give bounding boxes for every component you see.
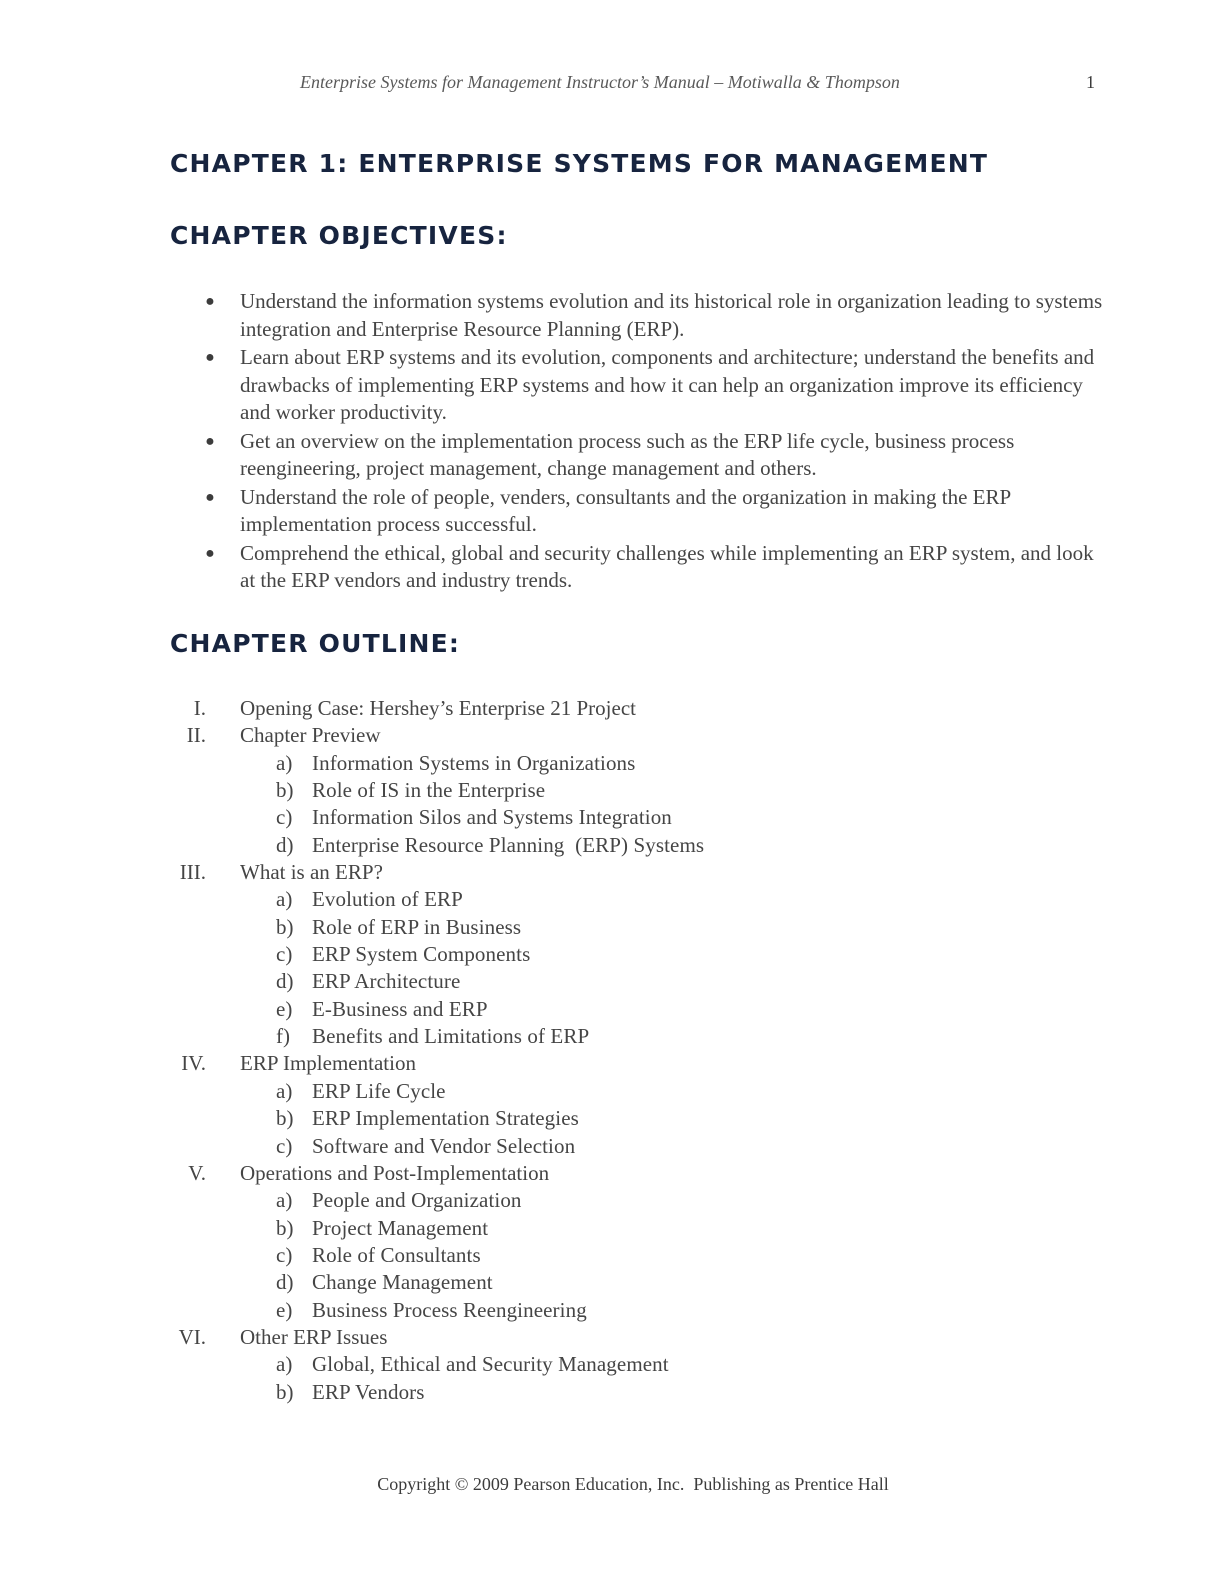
- bullet-icon: ●: [205, 293, 215, 310]
- objective-text: Understand the role of people, venders, consultants and the organization in making the ERP implementation process successful.: [240, 484, 1011, 536]
- subsection-title: Project Management: [312, 1215, 489, 1240]
- bullet-icon: ●: [205, 488, 215, 506]
- section-numeral: IV.: [181, 1051, 206, 1076]
- subsection-letter: c): [276, 1242, 293, 1267]
- subsection-title: Role of IS in the Enterprise: [312, 778, 546, 803]
- objective-text: Get an overview on the implementation process such as the ERP life cycle, business process reengineering, project management, change management and others.: [240, 428, 1015, 480]
- subsection-letter: b): [276, 1379, 294, 1404]
- outline-heading: CHAPTER OUTLINE:: [170, 629, 461, 658]
- outline-section: [0, 1160, 1224, 1187]
- page-number: 1: [1086, 72, 1095, 92]
- bullet-icon: ●: [205, 349, 215, 366]
- objective-text: Comprehend the ethical, global and security challenges while implementing an ERP system, and look at the ERP vendors and industry trends.: [240, 540, 1094, 592]
- section-title: Other ERP Issues: [240, 1324, 388, 1349]
- subsection-letter: d): [276, 832, 294, 857]
- subsection-title: Software and Vendor Selection: [312, 1133, 576, 1158]
- outline-section: [0, 1050, 1224, 1077]
- subsection-title: Business Process Reengineering: [312, 1297, 587, 1322]
- outline-subsection: [0, 1379, 1224, 1406]
- subsection-title: ERP Life Cycle: [312, 1078, 446, 1103]
- subsection-letter: b): [276, 914, 294, 939]
- subsection-title: Evolution of ERP: [312, 887, 463, 912]
- section-title: Chapter Preview: [240, 723, 381, 748]
- section-title: Operations and Post-Implementation: [240, 1160, 550, 1185]
- subsection-title: Role of Consultants: [312, 1242, 481, 1267]
- subsection-letter: c): [276, 942, 293, 967]
- subsection-title: Change Management: [312, 1270, 493, 1295]
- outline-subsection: [0, 777, 1224, 804]
- outline-subsection: [0, 941, 1224, 968]
- section-numeral: II.: [186, 723, 206, 748]
- subsection-title: E-Business and ERP: [312, 996, 488, 1021]
- subsection-letter: c): [276, 805, 293, 830]
- objectives-heading: CHAPTER OBJECTIVES:: [170, 221, 508, 250]
- subsection-letter: c): [276, 1133, 293, 1158]
- section-numeral: I.: [193, 696, 206, 720]
- subsection-letter: d): [276, 969, 294, 994]
- subsection-letter: b): [276, 1106, 294, 1131]
- section-title: Opening Case: Hershey’s Enterprise 21 Project: [240, 696, 636, 720]
- section-title: ERP Implementation: [240, 1051, 416, 1076]
- subsection-letter: e): [276, 1297, 293, 1322]
- objective-item: [205, 428, 1110, 483]
- outline-subsection: [0, 996, 1224, 1023]
- bullet-icon: ●: [205, 432, 215, 450]
- subsection-title: People and Organization: [312, 1188, 522, 1213]
- section-title: What is an ERP?: [240, 860, 383, 885]
- subsection-title: Role of ERP in Business: [312, 914, 522, 939]
- outline-subsection: [0, 1023, 1224, 1050]
- outline-list: [0, 695, 1224, 1406]
- objectives-list: [205, 288, 1110, 596]
- objective-item: [205, 288, 1110, 343]
- objective-item: [205, 540, 1110, 595]
- outline-subsection: [0, 1269, 1224, 1296]
- subsection-letter: b): [276, 778, 294, 803]
- subsection-letter: a): [276, 1078, 293, 1103]
- subsection-letter: e): [276, 996, 293, 1021]
- subsection-title: ERP Vendors: [312, 1379, 425, 1404]
- outline-subsection: [0, 1351, 1224, 1378]
- outline-subsection: [0, 1242, 1224, 1269]
- objective-text: Learn about ERP systems and its evolution, components and architecture; understand the benefits and drawbacks of implementing ERP systems and how it can help an organization improve its efficiency and worker productivity.: [240, 345, 1095, 424]
- outline-subsection: [0, 1215, 1224, 1242]
- subsection-title: ERP System Components: [312, 942, 531, 967]
- subsection-title: Global, Ethical and Security Management: [312, 1352, 669, 1377]
- section-numeral: III.: [179, 860, 206, 885]
- objective-item: [205, 344, 1110, 427]
- outline-section: [0, 859, 1224, 886]
- objective-item: [205, 484, 1110, 539]
- outline-subsection: [0, 1105, 1224, 1132]
- subsection-title: Information Silos and Systems Integration: [312, 805, 672, 830]
- outline-subsection: [0, 804, 1224, 831]
- copyright-footer: Copyright © 2009 Pearson Education, Inc. Publishing as Prentice Hall: [377, 1474, 889, 1494]
- subsection-letter: a): [276, 1188, 293, 1213]
- outline-subsection: [0, 832, 1224, 859]
- subsection-letter: b): [276, 1215, 294, 1240]
- section-numeral: VI.: [178, 1324, 206, 1349]
- outline-section: [0, 1324, 1224, 1351]
- bullet-icon: ●: [205, 544, 215, 562]
- outline-subsection: [0, 1133, 1224, 1160]
- outline-subsection: [0, 1297, 1224, 1324]
- subsection-letter: a): [276, 750, 293, 775]
- subsection-letter: a): [276, 887, 293, 912]
- subsection-letter: d): [276, 1270, 294, 1295]
- subsection-title: Enterprise Resource Planning (ERP) Systems: [312, 832, 705, 857]
- subsection-title: Benefits and Limitations of ERP: [312, 1024, 590, 1049]
- outline-subsection: [0, 1078, 1224, 1105]
- subsection-letter: a): [276, 1352, 293, 1377]
- outline-subsection: [0, 1187, 1224, 1214]
- subsection-title: ERP Implementation Strategies: [312, 1106, 579, 1131]
- outline-subsection: [0, 968, 1224, 995]
- objective-text: Understand the information systems evolution and its historical role in organization leading to systems integration and Enterprise Resource Planning (ERP).: [240, 289, 1103, 341]
- running-header: Enterprise Systems for Management Instructor’s Manual – Motiwalla & Thompson: [300, 72, 900, 92]
- subsection-title: ERP Architecture: [312, 969, 461, 994]
- section-numeral: V.: [188, 1160, 206, 1185]
- outline-subsection: [0, 914, 1224, 941]
- outline-section: [0, 695, 1224, 722]
- outline-section: [0, 722, 1224, 749]
- chapter-title: CHAPTER 1: ENTERPRISE SYSTEMS FOR MANAGEMENT: [170, 149, 989, 178]
- outline-subsection: [0, 886, 1224, 913]
- outline-subsection: [0, 750, 1224, 777]
- subsection-letter: f): [276, 1024, 290, 1049]
- subsection-title: Information Systems in Organizations: [312, 750, 636, 775]
